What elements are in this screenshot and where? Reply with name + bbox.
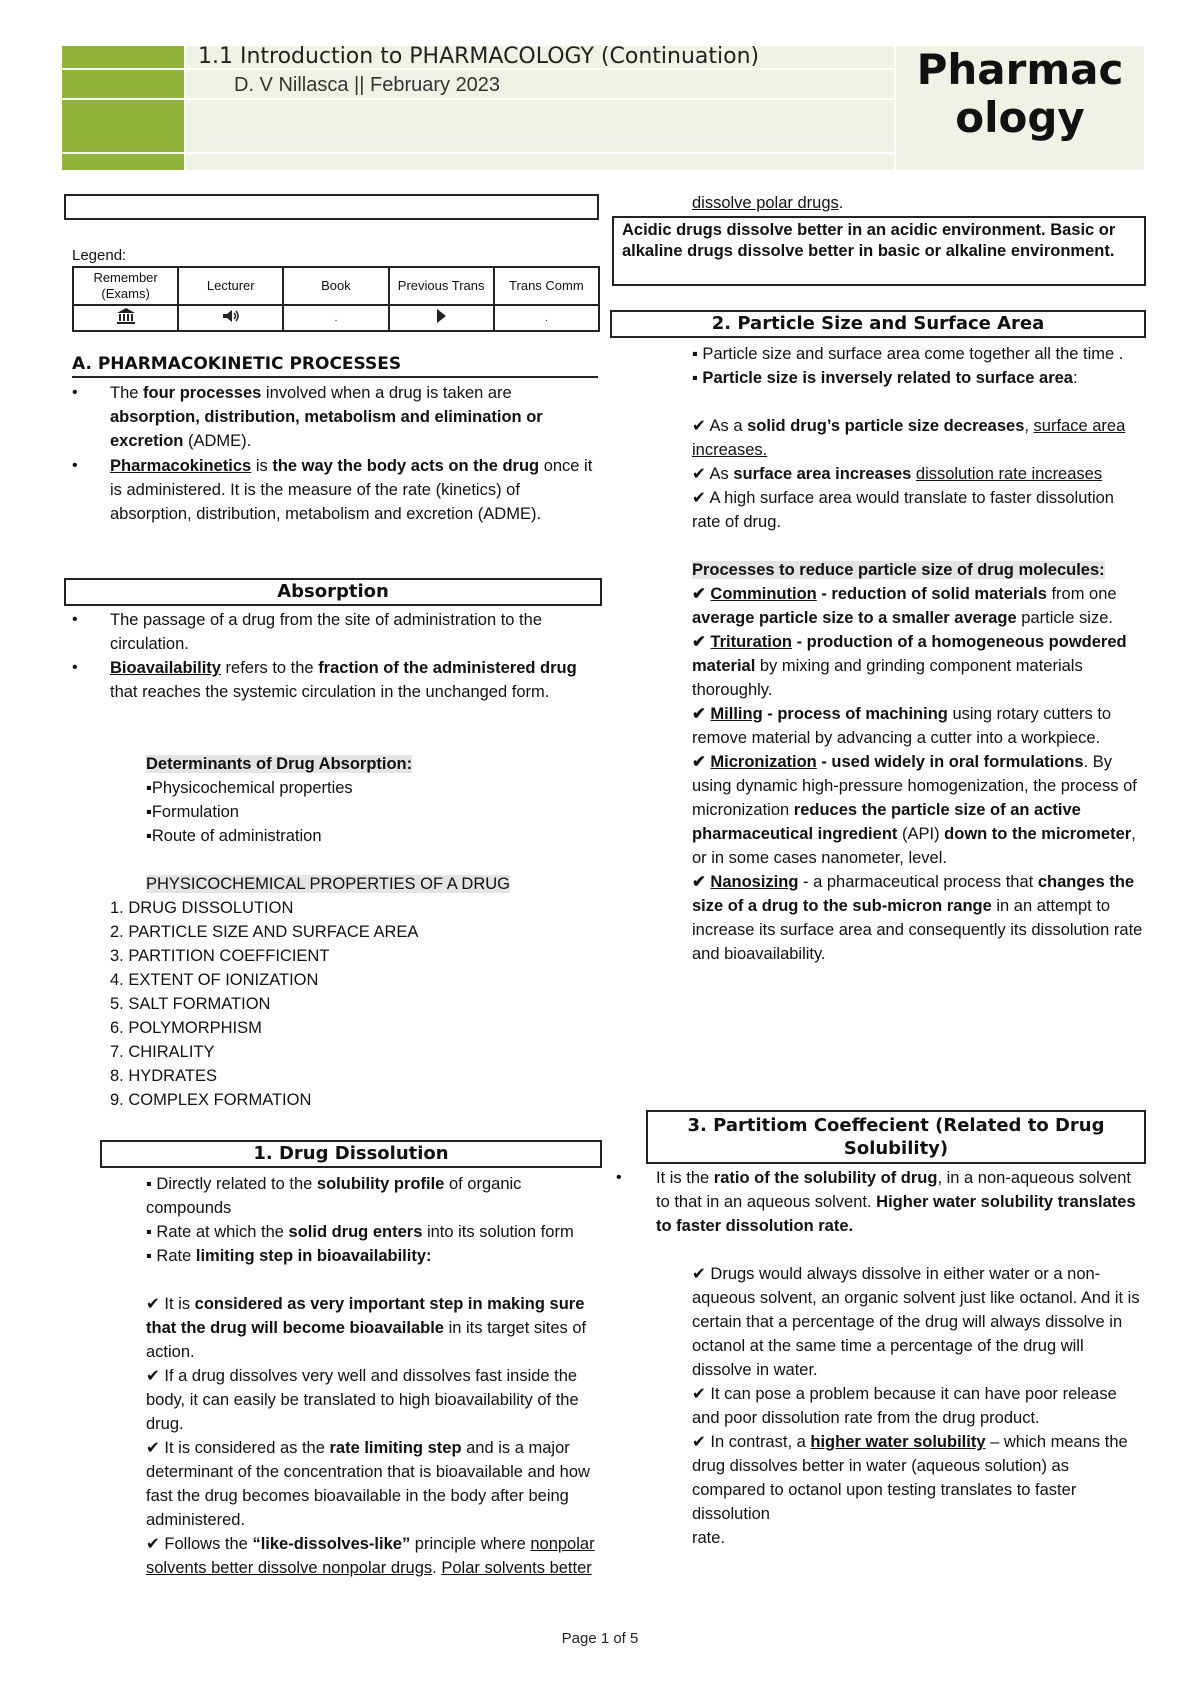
section-a-heading-text: A. PHARMACOKINETIC PROCESSES <box>72 354 402 374</box>
dissolution-point-1: ▪ Directly related to the solubility profile of organic compounds <box>146 1175 522 1217</box>
process-trituration: ✔ Trituration - production of a homogeneous powdered material by mixing and grinding component materials thoroughly. <box>692 633 1127 699</box>
legend-col-lecturer: Lecturer <box>178 267 283 305</box>
play-icon <box>435 308 447 324</box>
pk-bullet-2: • Pharmacokinetics is the way the body acts on the drug once it is administered. It is the measure of the rate (kinetics) of absorption, distribution, metabolism and excretion (ADME). <box>110 454 600 526</box>
section-a-heading <box>72 352 598 378</box>
legend-header-row <box>73 267 599 305</box>
legend-trans-comm-marker: . <box>494 305 599 331</box>
process-milling: ✔ Milling - process of machining using rotary cutters to remove material by advancing a cutter into a workpiece. <box>692 705 1112 747</box>
physicochemical-title: PHYSICOCHEMICAL PROPERTIES OF A DRUG <box>146 875 510 893</box>
particle-point-2: ▪ Particle size is inversely related to surface area: <box>692 369 1078 387</box>
legend-icon-row <box>73 305 599 331</box>
dissolution-check-4: ✔ Follows the “like-dissolves-like” principle where nonpolar solvents better dissolve nonpolar drugs. Polar solvents better <box>146 1535 595 1577</box>
particle-check-2: ✔ As surface area increases dissolution rate increases <box>692 465 1103 483</box>
partition-coefficient-heading: 3. Partitiom Coeffecient (Related to Drug Solubility) <box>646 1110 1146 1164</box>
absorption-bullet-1: • The passage of a drug from the site of administration to the circulation. <box>110 608 600 656</box>
particle-check-3: ✔ A high surface area would translate to faster dissolution rate of drug. <box>692 489 1114 531</box>
speaker-icon <box>221 308 241 324</box>
empty-title-box <box>64 194 599 220</box>
author-date-line: D. V Nillasca || February 2023 <box>234 74 501 96</box>
determinant-item: ▪Physicochemical properties <box>146 779 353 797</box>
partition-check-2: ✔ It can pose a problem because it can have poor release and poor dissolution rate from the drug product. <box>692 1385 1117 1427</box>
acidic-basic-note-box: Acidic drugs dissolve better in an acidic environment. Basic or alkaline drugs dissolve better in basic or alkaline environment. <box>612 216 1146 286</box>
process-nanosizing: ✔ Nanosizing - a pharmaceutical process that changes the size of a drug to the sub-micron range in an attempt to increase its surface area and consequently its dissolution rate and bioavailability. <box>692 873 1143 963</box>
bullet-dot: • <box>72 659 78 676</box>
document-title: 1.1 Introduction to PHARMACOLOGY (Continuation) <box>198 44 760 69</box>
header-accent-block <box>62 46 184 170</box>
particle-size-heading: 2. Particle Size and Surface Area <box>610 310 1146 338</box>
dissolution-check-2: ✔ If a drug dissolves very well and dissolves fast inside the body, it can easily be translated to high bioavailability of the drug. <box>146 1367 579 1433</box>
absorption-heading: Absorption <box>64 578 602 606</box>
bullet-dot: • <box>72 457 78 474</box>
legend-table <box>72 266 600 332</box>
dissolution-check-3: ✔ It is considered as the rate limiting step and is a major determinant of the concentration that is bioavailable and how fast the drug becomes bioavailable in the body after being administered. <box>146 1439 590 1529</box>
bank-icon <box>116 307 136 325</box>
bullet-dot: • <box>72 384 78 401</box>
property-item: 3. PARTITION COEFFICIENT <box>110 947 330 965</box>
partition-check-3: ✔ In contrast, a higher water solubility – which means the drug dissolves better in water (aqueous solution) as compared to octanol upon testing translates to faster dissolution <box>692 1433 1128 1523</box>
property-item: 6. POLYMORPHISM <box>110 1019 262 1037</box>
process-micronization: ✔ Micronization - used widely in oral formulations. By using dynamic high-pressure homogenization, the process of micronization reduces the particle size of an active pharmaceutical ingredient (API) down to the micrometer, or in some cases nanometer, level. <box>692 753 1137 867</box>
particle-point-1: ▪ Particle size and surface area come together all the time . <box>692 345 1124 363</box>
dissolution-body <box>146 1172 601 1580</box>
property-item: 1. DRUG DISSOLUTION <box>110 899 294 917</box>
absorption-bullet-2: • Bioavailability refers to the fraction of the administered drug that reaches the systemic circulation in the unchanged form. <box>110 656 600 704</box>
brand-title <box>896 46 1144 142</box>
determinants-block <box>146 752 596 848</box>
legend-label: Legend: <box>72 247 127 264</box>
pk-bullet-1: • The four processes involved when a drug is taken are absorption, distribution, metabolism and elimination or excretion (ADME). <box>110 381 600 453</box>
partition-bullet-1: • It is the ratio of the solubility of drug, in a non-aqueous solvent to that in an aqueous solvent. Higher water solubility translates to faster dissolution rate. <box>656 1166 1144 1238</box>
dissolution-point-2: ▪ Rate at which the solid drug enters into its solution form <box>146 1223 574 1241</box>
property-item: 8. HYDRATES <box>110 1067 217 1085</box>
particle-check-1: ✔ As a solid drug’s particle size decreases, surface area increases. <box>692 417 1126 459</box>
drug-dissolution-heading: 1. Drug Dissolution <box>100 1140 602 1168</box>
dissolution-point-3: ▪ Rate limiting step in bioavailability: <box>146 1247 432 1265</box>
property-item: 5. SALT FORMATION <box>110 995 271 1013</box>
legend-col-previous-trans: Previous Trans <box>389 267 494 305</box>
page-number: Page 1 of 5 <box>561 1630 639 1647</box>
determinants-title: Determinants of Drug Absorption: <box>146 755 413 773</box>
partition-body <box>692 1262 1144 1550</box>
property-item: 2. PARTICLE SIZE AND SURFACE AREA <box>110 923 419 941</box>
particle-body <box>692 342 1144 966</box>
brand-line-2: ology <box>955 93 1085 142</box>
bullet-dot: • <box>616 1169 622 1186</box>
dissolution-continuation: dissolve polar drugs. <box>692 194 844 212</box>
legend-col-trans-comm: Trans Comm <box>494 267 599 305</box>
legend-book-marker: . <box>283 305 388 331</box>
legend-col-remember: Remember (Exams) <box>73 267 178 305</box>
legend-col-book: Book <box>283 267 388 305</box>
processes-title: Processes to reduce particle size of drug molecules: <box>692 561 1105 579</box>
partition-check-1: ✔ Drugs would always dissolve in either water or a non-aqueous solvent, an organic solvent just like octanol. And it is certain that a percentage of the drug will always dissolve in octanol at the same time a percentage of the drug will dissolve in water. <box>692 1265 1140 1379</box>
property-item: 4. EXTENT OF IONIZATION <box>110 971 319 989</box>
property-item: 7. CHIRALITY <box>110 1043 215 1061</box>
brand-line-1: Pharmac <box>916 45 1124 94</box>
determinant-item: ▪Route of administration <box>146 827 322 845</box>
determinant-item: ▪Formulation <box>146 803 239 821</box>
process-comminution: ✔ Comminution - reduction of solid materials from one average particle size to a smaller average particle size. <box>692 585 1117 627</box>
partition-check-3-end: rate. <box>692 1529 726 1547</box>
physicochemical-block <box>110 872 600 1112</box>
bullet-dot: • <box>72 611 78 628</box>
property-item: 9. COMPLEX FORMATION <box>110 1091 312 1109</box>
dissolution-check-1: ✔ It is considered as very important step in making sure that the drug will become bioavailable in its target sites of action. <box>146 1295 587 1361</box>
